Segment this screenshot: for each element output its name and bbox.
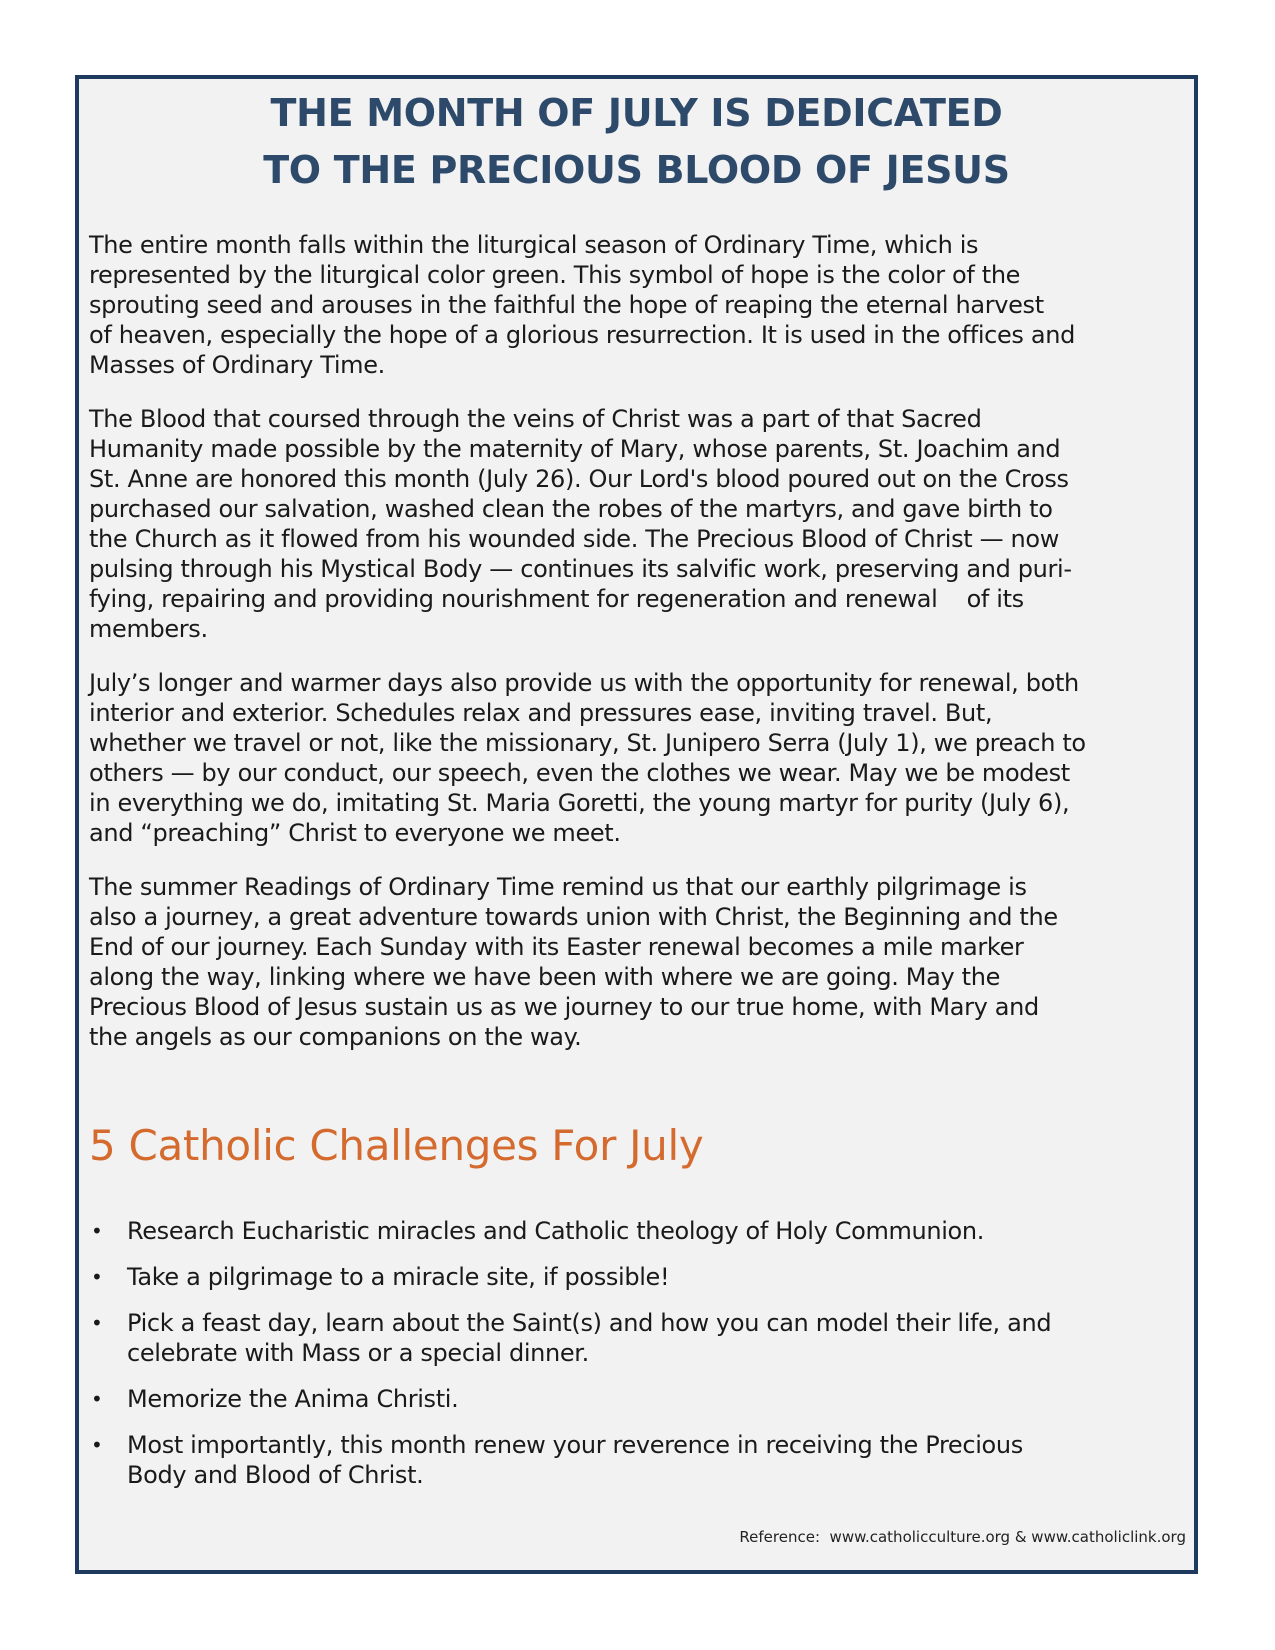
bullet-icon: •: [91, 1433, 103, 1457]
page-title: [79, 85, 1194, 199]
challenge-text: Research Eucharistic miracles and Catholic theology of Holy Communion.: [127, 1217, 985, 1245]
paragraph-line: Precious Blood of Jesus sustain us as we journey to our true home, with Mary and: [89, 993, 1039, 1021]
paragraph-line: the Church as it flowed from his wounded side. The Precious Blood of Christ — now: [89, 525, 1059, 553]
paragraph-line: Humanity made possible by the maternity of Mary, whose parents, St. Joachim and: [89, 435, 1061, 463]
paragraph-line: of heaven, especially the hope of a glorious resurrection. It is used in the offices and: [89, 321, 1075, 349]
paragraph-line: also a journey, a great adventure towards union with Christ, the Beginning and the: [89, 903, 1058, 931]
paragraph-line: The Blood that coursed through the veins of Christ was a part of that Sacred: [89, 405, 982, 433]
paragraph-line: represented by the liturgical color green. This symbol of hope is the color of the: [89, 261, 1021, 289]
challenges-heading: 5 Catholic Challenges For July: [89, 1121, 704, 1170]
paragraph-line: purchased our salvation, washed clean the robes of the martyrs, and gave birth to: [89, 495, 1053, 523]
article-body: [89, 230, 1194, 1076]
document-frame: [75, 75, 1198, 1574]
paragraph-line: fying, repairing and providing nourishment for regeneration and renewal of its: [89, 585, 1024, 613]
challenge-text: Memorize the Anima Christi.: [127, 1385, 459, 1413]
challenge-item: [89, 1308, 1189, 1368]
bullet-icon: •: [91, 1311, 103, 1335]
paragraph-line: in everything we do, imitating St. Maria Goretti, the young martyr for purity (July 6),: [89, 789, 1070, 817]
title-line-1: THE MONTH OF JULY IS DEDICATED: [270, 91, 1003, 135]
paragraph-line: Masses of Ordinary Time.: [89, 351, 385, 379]
paragraph-line: along the way, linking where we have been with where we are going. May the: [89, 963, 1000, 991]
challenges-list: [89, 1216, 1189, 1506]
paragraph-line: The summer Readings of Ordinary Time remind us that our earthly pilgrimage is: [89, 873, 1027, 901]
paragraph-precious-blood: [89, 404, 1194, 644]
bullet-icon: •: [91, 1219, 103, 1243]
challenge-item: [89, 1384, 1189, 1414]
paragraph-line: sprouting seed and arouses in the faithful the hope of reaping the eternal harvest: [89, 291, 1044, 319]
paragraph-summer-readings: [89, 872, 1194, 1052]
paragraph-line: members.: [89, 615, 208, 643]
paragraph-line: End of our journey. Each Sunday with its Easter renewal becomes a mile marker: [89, 933, 1024, 961]
paragraph-ordinary-time: [89, 230, 1194, 380]
challenge-text: celebrate with Mass or a special dinner.: [127, 1339, 589, 1367]
bullet-icon: •: [91, 1265, 103, 1289]
title-line-2: TO THE PRECIOUS BLOOD OF JESUS: [263, 148, 1010, 192]
paragraph-line: others — by our conduct, our speech, even the clothes we wear. May we be modest: [89, 759, 1070, 787]
bullet-icon: •: [91, 1387, 103, 1411]
paragraph-line: the angels as our companions on the way.: [89, 1023, 582, 1051]
challenge-text: Take a pilgrimage to a miracle site, if possible!: [127, 1263, 670, 1291]
challenge-item: [89, 1262, 1189, 1292]
challenge-item: [89, 1430, 1189, 1490]
challenge-item: [89, 1216, 1189, 1246]
paragraph-line: St. Anne are honored this month (July 26). Our Lord's blood poured out on the Cross: [89, 465, 1069, 493]
challenge-text: Body and Blood of Christ.: [127, 1461, 424, 1489]
paragraph-line: The entire month falls within the liturgical season of Ordinary Time, which is: [89, 231, 979, 259]
paragraph-line: pulsing through his Mystical Body — continues its salvific work, preserving and puri-: [89, 555, 1072, 583]
paragraph-line: whether we travel or not, like the missionary, St. Junipero Serra (July 1), we preach to: [89, 729, 1086, 757]
paragraph-july-renewal: [89, 668, 1194, 848]
reference-note: Reference: www.catholicculture.org & www.catholiclink.org: [739, 1528, 1186, 1546]
paragraph-line: July’s longer and warmer days also provide us with the opportunity for renewal, both: [89, 669, 1079, 697]
challenge-text: Most importantly, this month renew your reverence in receiving the Precious: [127, 1431, 1023, 1459]
challenge-text: Pick a feast day, learn about the Saint(s) and how you can model their life, and: [127, 1309, 1052, 1337]
paragraph-line: and “preaching” Christ to everyone we meet.: [89, 819, 621, 847]
paragraph-line: interior and exterior. Schedules relax and pressures ease, inviting travel. But,: [89, 699, 993, 727]
